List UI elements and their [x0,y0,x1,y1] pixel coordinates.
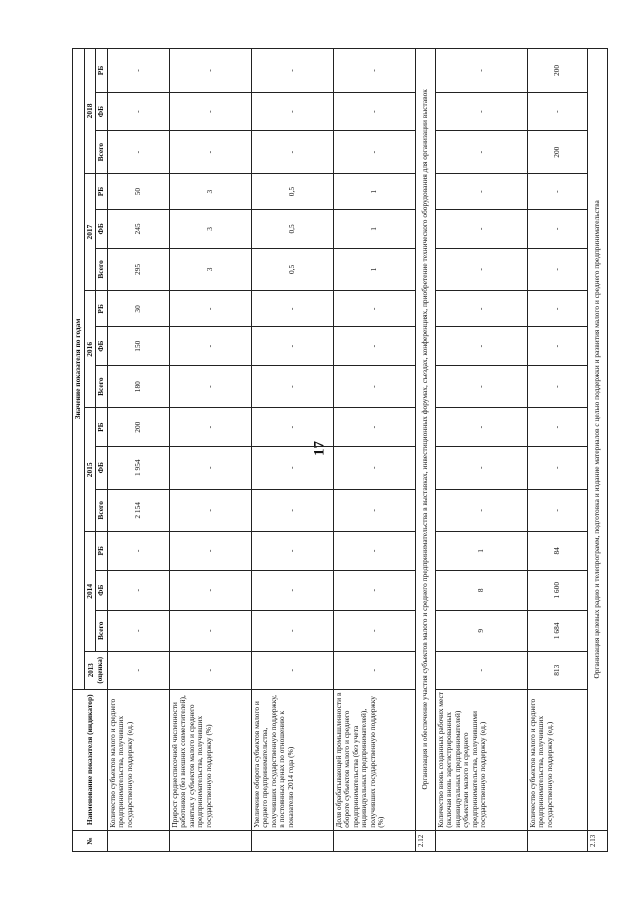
value-cell: - [527,92,587,130]
value-cell: - [435,489,527,532]
row-number-cell [251,830,333,851]
value-cell: 1 684 [527,611,587,652]
table-row [435,49,527,852]
value-cell: - [435,248,527,291]
value-cell: - [527,210,587,248]
header-sub-total: Всего [96,365,108,408]
value-cell: - [169,327,251,365]
value-cell: 9 [435,611,527,652]
section-row [587,49,607,852]
value-cell: - [169,446,251,489]
value-cell: - [435,327,527,365]
table-row [107,49,169,852]
header-year-2016: 2016 [84,291,96,408]
indicator-name: Количество вновь созданных рабочих мест (включая вновь зарегистрированных индивидуальных предпринимателей) субъектами малого и среднего предпринимательства, получившими государственную поддержку (ед.) [435,689,527,830]
value-cell: - [333,291,415,327]
header-sub-fb: ФБ [96,327,108,365]
value-cell: - [435,446,527,489]
rotated-table-container [72,48,601,852]
header-sub-rb: РБ [96,532,108,570]
value-cell: - [333,49,415,93]
value-cell: - [251,131,333,174]
table-row [333,49,415,852]
header-sub-fb: ФБ [96,92,108,130]
header-no: № [73,830,108,851]
value-cell: 150 [107,327,169,365]
section-number: 2.13 [587,830,607,851]
value-cell: - [107,532,169,570]
value-cell: - [107,611,169,652]
header-sub-fb: ФБ [96,570,108,611]
header-year-2017: 2017 [84,173,96,290]
value-cell: - [251,651,333,689]
value-cell: - [435,408,527,446]
value-cell: - [169,651,251,689]
value-cell: - [527,408,587,446]
value-cell: - [527,173,587,209]
header-sub-rb: РБ [96,291,108,327]
value-cell: 1 [333,248,415,291]
value-cell: 200 [527,49,587,93]
value-cell: 0,5 [251,210,333,248]
value-cell: 8 [435,570,527,611]
indicator-name: Количество субъектов малого и среднего предпринимательства, получивших государственную поддержку (ед.) [107,689,169,830]
value-cell: - [251,532,333,570]
row-number-cell [169,830,251,851]
value-cell: 0,5 [251,248,333,291]
value-cell: 1 [333,210,415,248]
value-cell: 0,5 [251,173,333,209]
value-cell: - [333,92,415,130]
value-cell: - [333,611,415,652]
section-title: Организация и обеспечение участия субъектов малого и среднего предпринимательства в выставках, инвестиционных форумах, съездах, конференциях, приобретение технического оборудования для организации выставок [415,49,435,831]
indicator-name: Увеличение оборота субъектов малого и среднего предпринимательства, получивших государственную поддержку, в постоянных ценах по отношению к показателю 2014 года (%) [251,689,333,830]
value-cell: - [527,365,587,408]
value-cell: 1 954 [107,446,169,489]
header-sub-total: Всего [96,248,108,291]
value-cell: - [251,611,333,652]
value-cell: - [527,327,587,365]
value-cell: - [251,291,333,327]
table-row [251,49,333,852]
value-cell: - [333,489,415,532]
value-cell: - [169,489,251,532]
value-cell: - [169,131,251,174]
value-cell: - [169,291,251,327]
value-cell: - [527,489,587,532]
value-cell: - [333,570,415,611]
value-cell: - [107,49,169,93]
table-header [73,49,108,852]
value-cell: - [107,92,169,130]
table-body [107,49,607,852]
value-cell: - [435,651,527,689]
value-cell: 245 [107,210,169,248]
value-cell: - [435,210,527,248]
value-cell: - [251,92,333,130]
value-cell: - [169,49,251,93]
table-row [527,49,587,852]
value-cell: 3 [169,248,251,291]
header-sub-rb: РБ [96,173,108,209]
value-cell: - [251,408,333,446]
value-cell: - [107,570,169,611]
value-cell: 200 [527,131,587,174]
value-cell: - [107,651,169,689]
value-cell: 813 [527,651,587,689]
value-cell: 200 [107,408,169,446]
row-number-cell [527,830,587,851]
header-sub-fb: ФБ [96,446,108,489]
header-values-by-years: Значение показателя по годам [73,49,85,690]
value-cell: - [333,446,415,489]
header-name: Наименование показателя (индикатор) [73,689,108,830]
value-cell: 1 [435,532,527,570]
header-sub-total: Всего [96,131,108,174]
table-row [169,49,251,852]
value-cell: - [333,365,415,408]
header-year-2014: 2014 [84,532,96,651]
value-cell: - [107,131,169,174]
value-cell: - [435,131,527,174]
value-cell: 84 [527,532,587,570]
section-row [415,49,435,852]
header-sub-total: Всего [96,611,108,652]
value-cell: - [169,611,251,652]
value-cell: - [333,651,415,689]
value-cell: - [169,408,251,446]
row-number-cell [107,830,169,851]
header-year-2015: 2015 [84,408,96,532]
value-cell: - [169,365,251,408]
value-cell: 295 [107,248,169,291]
value-cell: - [333,408,415,446]
value-cell: - [435,173,527,209]
value-cell: - [251,489,333,532]
value-cell: 180 [107,365,169,408]
value-cell: - [527,446,587,489]
value-cell: - [251,446,333,489]
header-sub-rb: РБ [96,49,108,93]
page-number: 17 [311,441,328,456]
value-cell: 3 [169,210,251,248]
value-cell: - [333,532,415,570]
value-cell: - [435,49,527,93]
value-cell: - [435,291,527,327]
indicators-table [72,48,608,852]
value-cell: 1 [333,173,415,209]
header-sub-rb: РБ [96,408,108,446]
section-number: 2.12 [415,830,435,851]
value-cell: - [527,248,587,291]
value-cell: 1 600 [527,570,587,611]
indicator-name: Количество субъектов малого и среднего предпринимательства, получивших государственную поддержку (ед.) [527,689,587,830]
header-sub-total: Всего [96,489,108,532]
value-cell: - [435,365,527,408]
section-title: Организация целевых радио и телепрограмм, подготовка и издание материалов с целью поддержки и развития малого и среднего предпринимательства [587,49,607,831]
value-cell: - [169,532,251,570]
value-cell: - [251,570,333,611]
value-cell: - [169,92,251,130]
value-cell: - [251,365,333,408]
row-number-cell [333,830,415,851]
value-cell: - [333,327,415,365]
value-cell: - [169,570,251,611]
value-cell: - [333,131,415,174]
header-year-2013: 2013 (оценка) [84,651,107,689]
indicator-name: Доля обрабатывающей промышленности в обороте субъектов малого и среднего предпринимательства (без учета индивидуальных предпринимателей), получивших государственную поддержку (%) [333,689,415,830]
value-cell: 2 154 [107,489,169,532]
value-cell: 30 [107,291,169,327]
value-cell: - [435,92,527,130]
row-number-cell [435,830,527,851]
header-sub-fb: ФБ [96,210,108,248]
value-cell: - [527,291,587,327]
value-cell: - [251,49,333,93]
value-cell: - [251,327,333,365]
value-cell: 50 [107,173,169,209]
header-year-2018: 2018 [84,49,96,174]
value-cell: 3 [169,173,251,209]
indicator-name: Прирост среднесписочной численности работников (без внешних совместителей), занятых у субъектов малого и среднего предпринимательства, получивших государственную поддержку (%) [169,689,251,830]
